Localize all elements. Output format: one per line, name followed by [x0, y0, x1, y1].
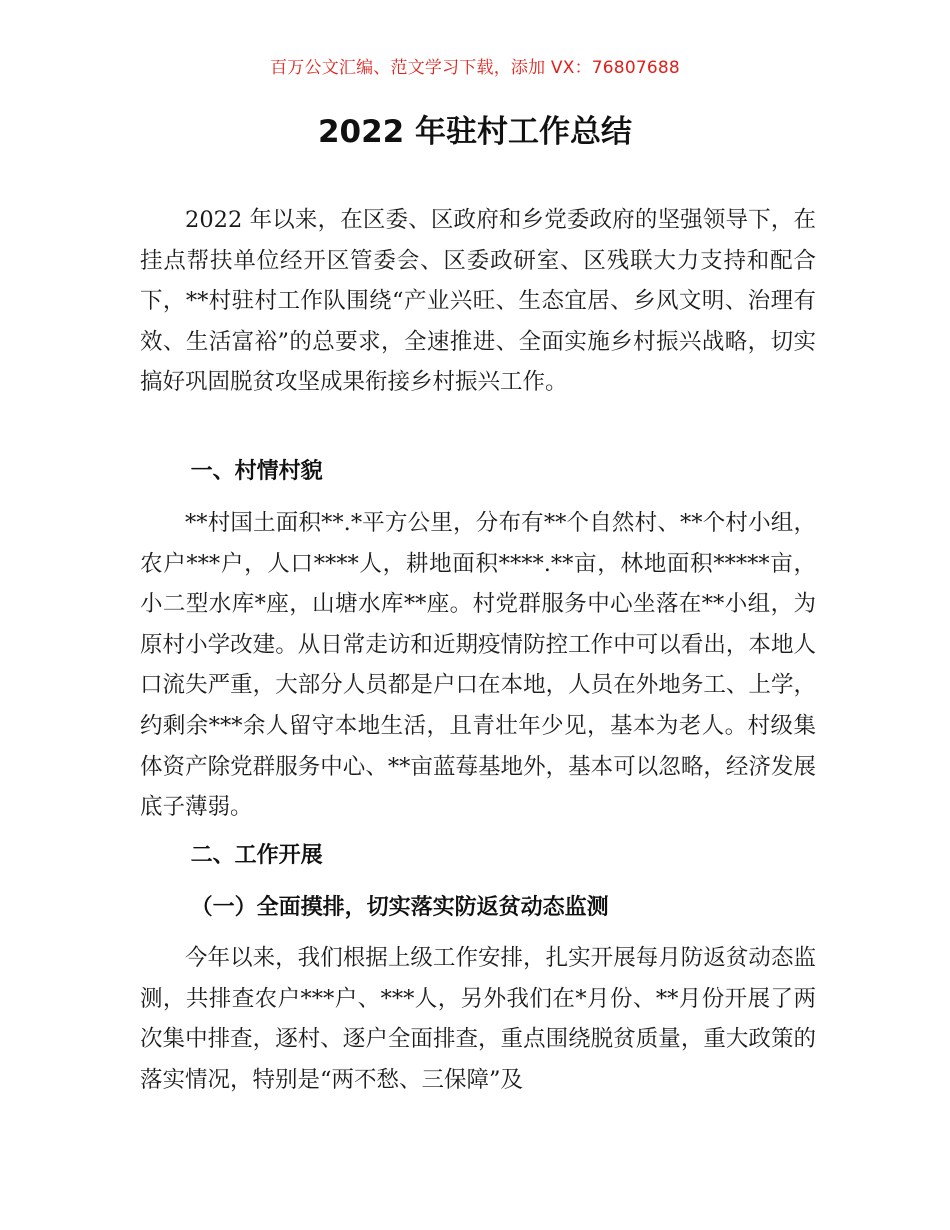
monitoring-paragraph: 今年以来，我们根据上级工作安排，扎实开展每月防返贫动态监测，共排查农户***户、***人，另外我们在*月份、**月份开展了两次集中排查，逐村、逐户全面排查，重点围绕脱贫质量，重大政策的落实情况，特别是“两不愁、三保障”及 [140, 945, 816, 1093]
section-heading-work-progress: 二、工作开展 [190, 843, 323, 868]
village-overview-paragraph: **村国土面积**.*平方公里，分布有**个自然村、**个村小组，农户***户，人口****人，耕地面积****.**亩，林地面积*****亩，小二型水库*座，山塘水库**座。村党群服务中心坐落在**小组，为原村小学改建。从日常走访和近期疫情防控工作中可以看出，本地人口流失严重，大部分人员都是户口在本地，人员在外地务工、上学，约剩余***余人留守本地生活，且青壮年少见，基本为老人。村级集体资产除党群服务中心、**亩蓝莓基地外，基本可以忽略，经济发展底子薄弱。 [140, 510, 816, 821]
document-title: 2022 年驻村工作总结 [317, 114, 633, 150]
subsection-heading-monitoring: （一）全面摸排，切实落实防返贫动态监测 [190, 895, 609, 920]
header-watermark: 百万公文汇编、范文学习下载，添加 VX：76807688 [270, 58, 680, 78]
intro-paragraph: 2022 年以来，在区委、区政府和乡党委政府的坚强领导下，在挂点帮扶单位经开区管委会、区委政研室、区残联大力支持和配合下，**村驻村工作队围绕“产业兴旺、生态宜居、乡风文明、治理有效、生活富裕”的总要求，全速推进、全面实施乡村振兴战略，切实搞好巩固脱贫攻坚成果衔接乡村振兴工作。 [140, 207, 816, 396]
section-heading-village-overview: 一、村情村貌 [190, 459, 323, 484]
